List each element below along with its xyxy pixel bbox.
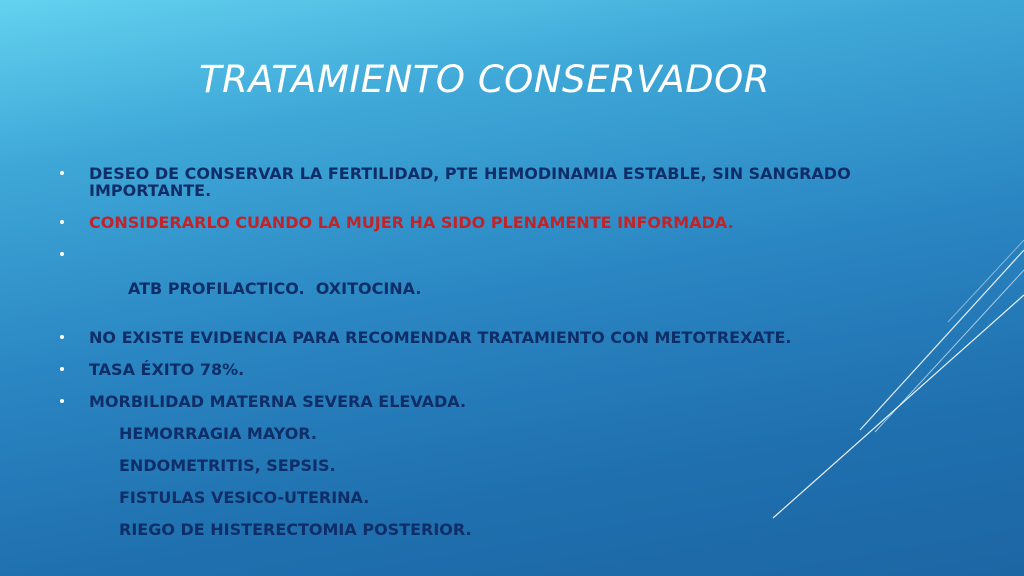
decorative-line-1 [860,250,1024,430]
bullet-text: MORBILIDAD MATERNA SEVERA ELEVADA. [89,392,467,411]
bullet-item [60,393,860,410]
sub-item [60,457,860,474]
bullet-icon [60,335,64,339]
sub-item-text: FISTULAS VESICO-UTERINA. [119,488,370,507]
bullet-icon [60,367,64,371]
sub-item [60,521,860,538]
bullet-item [60,361,860,378]
bullet-item [60,246,860,314]
sub-item-text: RIEGO DE HISTERECTOMIA POSTERIOR. [119,520,472,539]
bullet-text: DESEO DE CONSERVAR LA FERTILIDAD, PTE HEMODINAMIA ESTABLE, SIN SANGRADO IMPORTANTE. [89,164,851,200]
slide-title: TRATAMIENTO CONSERVADOR [199,58,770,101]
bullet-icon [60,220,64,224]
bullet-text: TASA ÉXITO 78%. [89,360,245,379]
bullet-item [60,214,860,231]
sub-item [60,489,860,506]
bullet-item [60,329,860,346]
sub-item-text: HEMORRAGIA MAYOR. [119,424,317,443]
bullet-text: NO EXISTE EVIDENCIA PARA RECOMENDAR TRATAMIENTO CON METOTREXATE. [89,328,792,347]
bullet-item [60,165,860,199]
bullet-icon [60,399,64,403]
bullet-icon [60,171,64,175]
bullet-icon [60,252,64,256]
sub-item [60,425,860,442]
sub-item-text: ENDOMETRITIS, SEPSIS. [119,456,336,475]
decorative-line-4 [948,240,1024,322]
bullet-text: ATB PROFILACTICO. OXITOCINA. [122,279,422,298]
bullet-text-highlight: CONSIDERARLO CUANDO LA MUJER HA SIDO PLENAMENTE INFORMADA. [89,213,734,232]
bullet-list [60,165,860,553]
